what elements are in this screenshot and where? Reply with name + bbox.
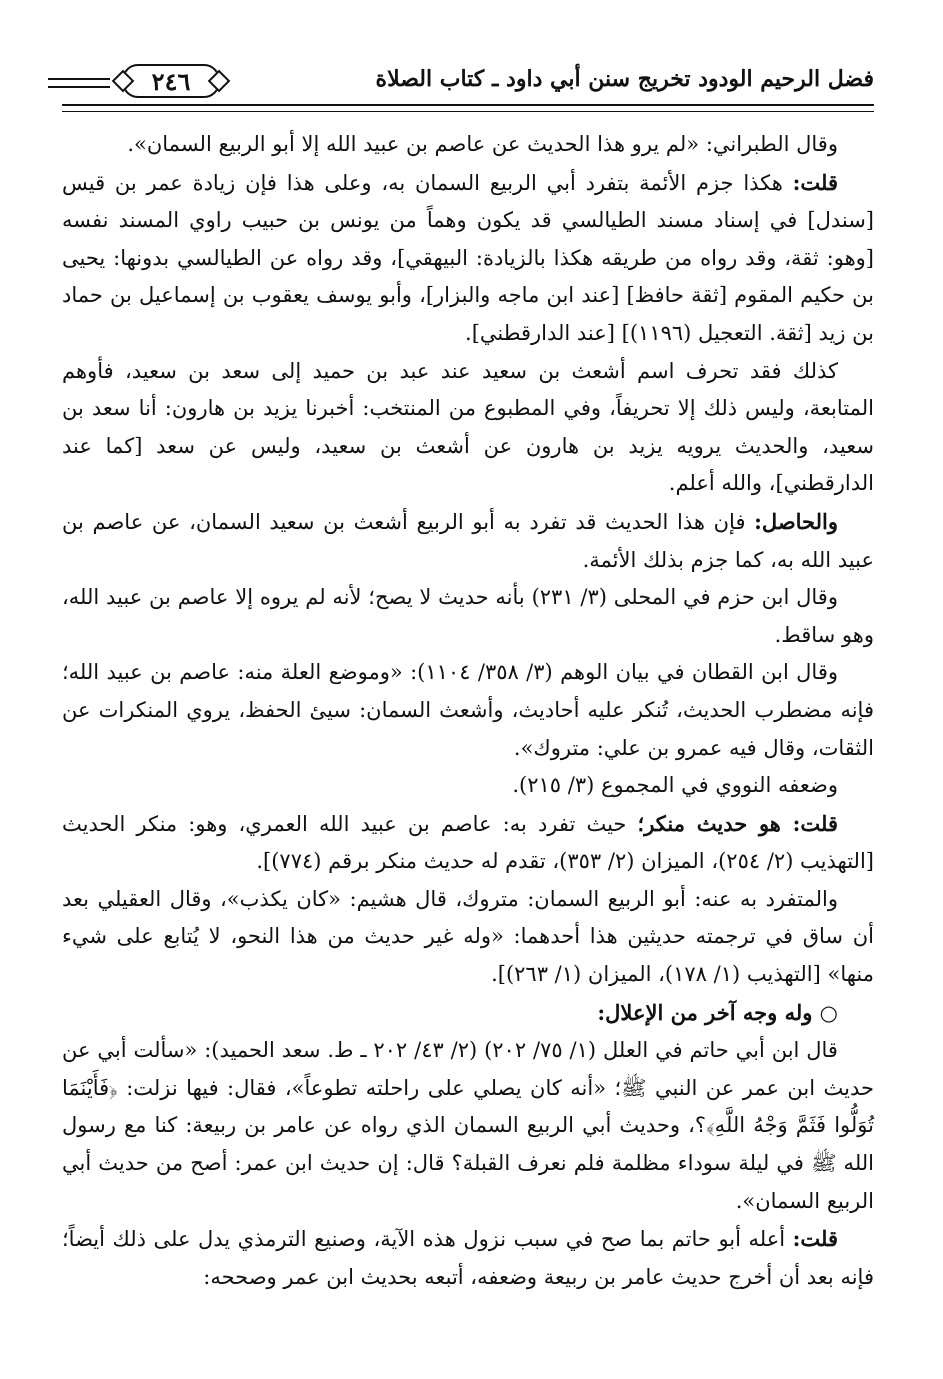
paragraph-text: حيث تفرد به: عاصم بن عبيد الله العمري، وهو: منكر الحديث [التهذيب (٢/ ٢٥٤)، الميزان (٢/ ٣٥٣)، تقدم له حديث منكر برقم (٧٧٤)]. bbox=[62, 811, 874, 874]
paragraph-text: كذلك فقد تحرف اسم أشعث بن سعيد عند عبد بن حميد إلى سعد بن سعيد، فأوهم المتابعة، وليس ذلك إلا تحريفاً، وفي المطبوع من المنتخب: أخبرنا يزيد بن هارون: أنا سعد بن سعيد، والحديث يرويه يزيد بن هارون عن أشعث بن سعيد، وليس عن سعد [كما عند الدارقطني]، والله أعلم. bbox=[62, 358, 874, 496]
book-page bbox=[62, 60, 874, 1296]
paragraph bbox=[62, 1032, 874, 1220]
paragraph-text: أعله أبو حاتم بما صح في سبب نزول هذه الآية، وصنيع الترمذي يدل على ذلك أيضاً؛ فإنه بعد أن أخرج حديث عامر بن ربيعة وضعفه، أتبعه بحديث ابن عمر وصححه: bbox=[62, 1227, 874, 1289]
bold-lead: قلت: bbox=[792, 1226, 838, 1252]
paragraph-text: فإن هذا الحديث قد تفرد به أبو الربيع أشعث بن سعيد السمان، عن عاصم بن عبيد الله به، كما جزم بذلك الأئمة. bbox=[62, 509, 874, 572]
paragraph bbox=[62, 503, 874, 579]
paragraph bbox=[62, 767, 874, 805]
paragraph-text: هكذا جزم الأئمة بتفرد أبي الربيع السمان به، وعلى هذا فإن زيادة عمر بن قيس [سندل] في إسناد مسند الطيالسي قد يكون وهماً من يونس بن حبيب راوي المسند نفسه [وهو: ثقة، وقد رواه من طريقه هكذا بالزيادة: البيهقي]، وقد رواه عن الطيالسي بدونها: يحيى بن حكيم المقوم [ثقة حافظ] [عند ابن ماجه والبزار]، وأبو يوسف يعقوب بن إسماعيل بن حماد بن زيد [ثقة. التعجيل (١١٩٦)] [عند الدارقطني]. bbox=[62, 170, 874, 345]
paragraph-text: وضعفه النووي في المجموع (٣/ ٢١٥). bbox=[512, 773, 838, 798]
paragraph bbox=[62, 994, 874, 1033]
page-body bbox=[62, 126, 874, 1296]
paragraph bbox=[62, 353, 874, 503]
bold-lead: والحاصل: bbox=[754, 508, 838, 534]
page-header bbox=[62, 60, 874, 112]
header-ornament-rule bbox=[48, 78, 110, 88]
paragraph bbox=[62, 654, 874, 767]
paragraph bbox=[62, 805, 874, 881]
header-rule bbox=[62, 104, 874, 112]
paragraph-text: وقال ابن حزم في المحلى (٣/ ٢٣١) بأنه حديث لا يصح؛ لأنه لم يروه إلا عاصم بن عبيد الله، وهو ساقط. bbox=[62, 585, 874, 647]
paragraph bbox=[62, 579, 874, 654]
paragraph bbox=[62, 881, 874, 994]
paragraph-text: والمتفرد به عنه: أبو الربيع السمان: متروك، قال هشيم: «كان يكذب»، وقال العقيلي بعد أن ساق في ترجمته حديثين هذا أحدهما: «وله غير حديث من هذا النحو، لا يُتابع على شيء منها» [التهذيب (١/ ١٧٨)، الميزان (١/ ٢٦٣)]. bbox=[62, 886, 874, 987]
paragraph bbox=[62, 164, 874, 353]
paragraph-text: وقال الطبراني: «لم يرو هذا الحديث عن عاصم بن عبيد الله إلا أبو الربيع السمان». bbox=[127, 132, 838, 156]
running-title: فضل الرحيم الودود تخريج سنن أبي داود ـ كتاب الصلاة bbox=[375, 66, 874, 92]
bold-lead: قلت: bbox=[792, 169, 838, 195]
bold-lead: قلت: هو حديث منكر؛ bbox=[637, 810, 838, 836]
page-number-ornament bbox=[112, 60, 230, 102]
paragraph bbox=[62, 1220, 874, 1296]
paragraph bbox=[62, 126, 874, 164]
page-number: ٢٤٦ bbox=[151, 66, 191, 96]
paragraph-text: وقال ابن القطان في بيان الوهم (٣/ ٣٥٨/ ١١٠٤): «وموضع العلة منه: عاصم بن عبيد الله؛ فإنه مضطرب الحديث، تُنكر عليه أحاديث، وأشعث السمان: سيئ الحفظ، يروي المنكرات عن الثقات، وقال فيه عمرو بن علي: متروك». bbox=[62, 660, 874, 760]
paragraph-text: قال ابن أبي حاتم في العلل (١/ ٧٥/ ٢٠٢) (٢/ ٤٣/ ٢٠٢ ـ ط. سعد الحميد): «سألت أبي عن حديث ابن عمر عن النبي ﷺ؛ «أنه كان يصلي على راحلته تطوعاً»، فقال: فيها نزلت: ﴿فَأَيْنَمَا تُوَلُّوا فَثَمَّ وَجْهُ اللَّهِ﴾؟، وحديث أبي الربيع السمان الذي رواه عن عامر بن ربيعة: كنا مع رسول الله ﷺ في ليلة سوداء مظلمة فلم نعرف القبلة؟ قال: إن حديث ابن عمر: أصح من حديث أبي الربيع السمان». bbox=[62, 1038, 874, 1213]
bold-lead: ○ وله وجه آخر من الإعلال: bbox=[597, 999, 838, 1025]
